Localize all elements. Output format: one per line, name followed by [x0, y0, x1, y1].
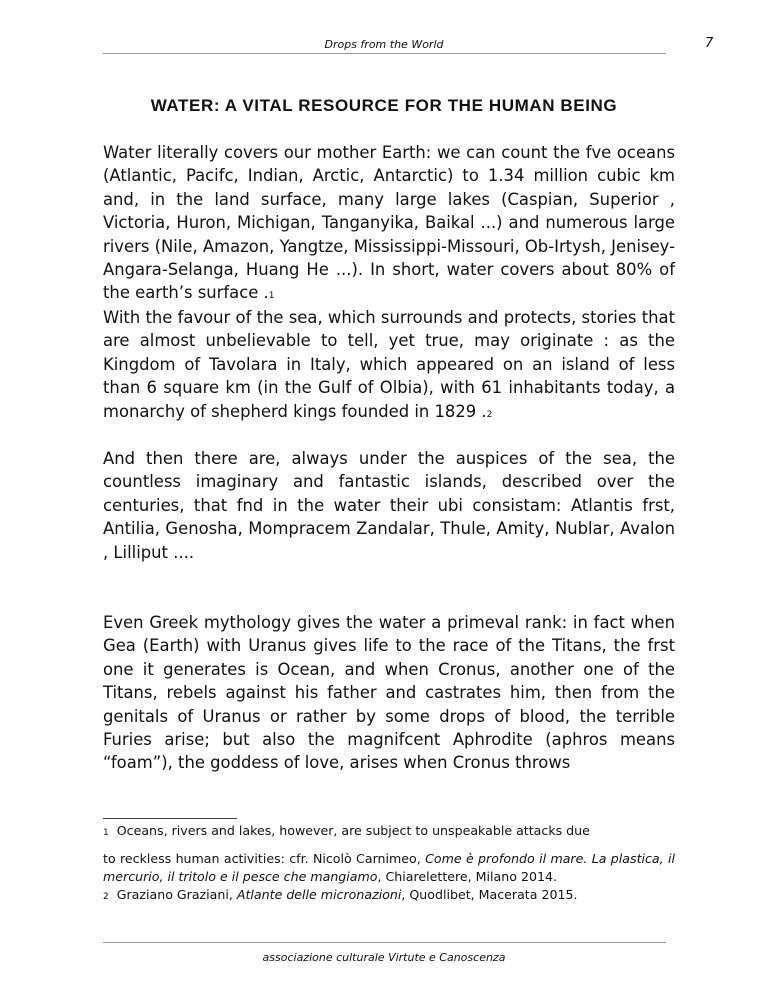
- header-rule: [103, 53, 666, 54]
- footnotes: [103, 822, 675, 906]
- paragraph-3-text: And then there are, always under the auspices of the sea, the countless imaginary and fantastic islands, described over the centuries, that fnd in the water their ubi consistam: Atlantis frst, Antilia, Genosha, Mompracem Zandalar, Thule, Amity, Nublar, Avalon , Lilliput ....: [103, 449, 675, 562]
- footnote-ref-2[interactable]: 2: [486, 409, 493, 420]
- footnote-1-text: Oceans, rivers and lakes, however, are subject to unspeakable attacks due: [116, 823, 590, 838]
- footer-association-name: Virtute e Canoscenza: [388, 951, 506, 964]
- footer-rule: [103, 942, 666, 943]
- footnote-2-number: 2: [103, 892, 109, 902]
- footnote-rule: [103, 818, 237, 819]
- paragraph-4-text: Even Greek mythology gives the water a primeval rank: in fact when Gea (Earth) with Uranus gives life to the race of the Titans, the frst one it generates is Ocean, and when Cronus, another one of the Titans, rebels against his father and castrates him, then from the genitals of Uranus or rather by some drops of blood, the terrible Furies arise; but also the magnifcent Aphrodite (aphros means “foam”), the goddess of love, arises when Cronus throws: [103, 613, 675, 773]
- paragraph-4: [103, 611, 675, 775]
- paragraph-3: [103, 447, 675, 564]
- paragraph-1-text: Water literally covers our mother Earth: we can count the fve oceans (Atlantic, Pacifc, Indian, Arctic, Antarctic) to 1.34 million cubic km and, in the land surface, many large lakes (Caspian, Superior , Victoria, Huron, Michigan, Tanganyika, Baikal ...) and numerous large rivers (Nile, Amazon, Yangtze, Mississippi-Missouri, Ob-Irtysh, Jenisey-Angara-Selanga, Huang He ...). In short, water covers about 80% of the earth’s surface .: [103, 143, 675, 303]
- footnote-1-book-title: Come è profondo il mare. La plastica, il mercurio, il tritolo e il pesce che mangiamo: [103, 851, 675, 884]
- footnote-2-book-title: Atlante delle micronazioni: [236, 887, 402, 902]
- footnote-2: [103, 886, 675, 906]
- chapter-title: WATER: A VITAL RESOURCE FOR THE HUMAN BEING: [150, 96, 618, 115]
- running-header-title: Drops from the World: [324, 38, 444, 51]
- footnote-ref-1[interactable]: 1: [268, 291, 275, 302]
- footnote-1-cont-suffix: , Chiarelettere, Milano 2014.: [377, 869, 557, 884]
- footer: [0, 951, 768, 964]
- footnote-1-cont-prefix: to reckless human activities: cfr. Nicolò Carnimeo,: [103, 851, 426, 866]
- footnote-2-suffix: , Quodlibet, Macerata 2015.: [401, 887, 578, 902]
- page-number: 7: [705, 36, 714, 51]
- footnote-1-continuation: [103, 850, 675, 886]
- paragraph-2: [103, 306, 675, 427]
- footnote-2-prefix: Graziano Graziani,: [116, 887, 237, 902]
- paragraph-1: [103, 141, 675, 309]
- footnote-1-number: 1: [103, 828, 109, 838]
- footnote-1-line1: [103, 822, 675, 842]
- footer-prefix: associazione culturale: [262, 951, 389, 964]
- paragraph-2-text: With the favour of the sea, which surrounds and protects, stories that are almost unbelievable to tell, yet true, may originate : as the Kingdom of Tavolara in Italy, which appeared on an island of less than 6 square km (in the Gulf of Olbia), with 61 inhabitants today, a monarchy of shepherd kings founded in 1829 .: [103, 308, 675, 421]
